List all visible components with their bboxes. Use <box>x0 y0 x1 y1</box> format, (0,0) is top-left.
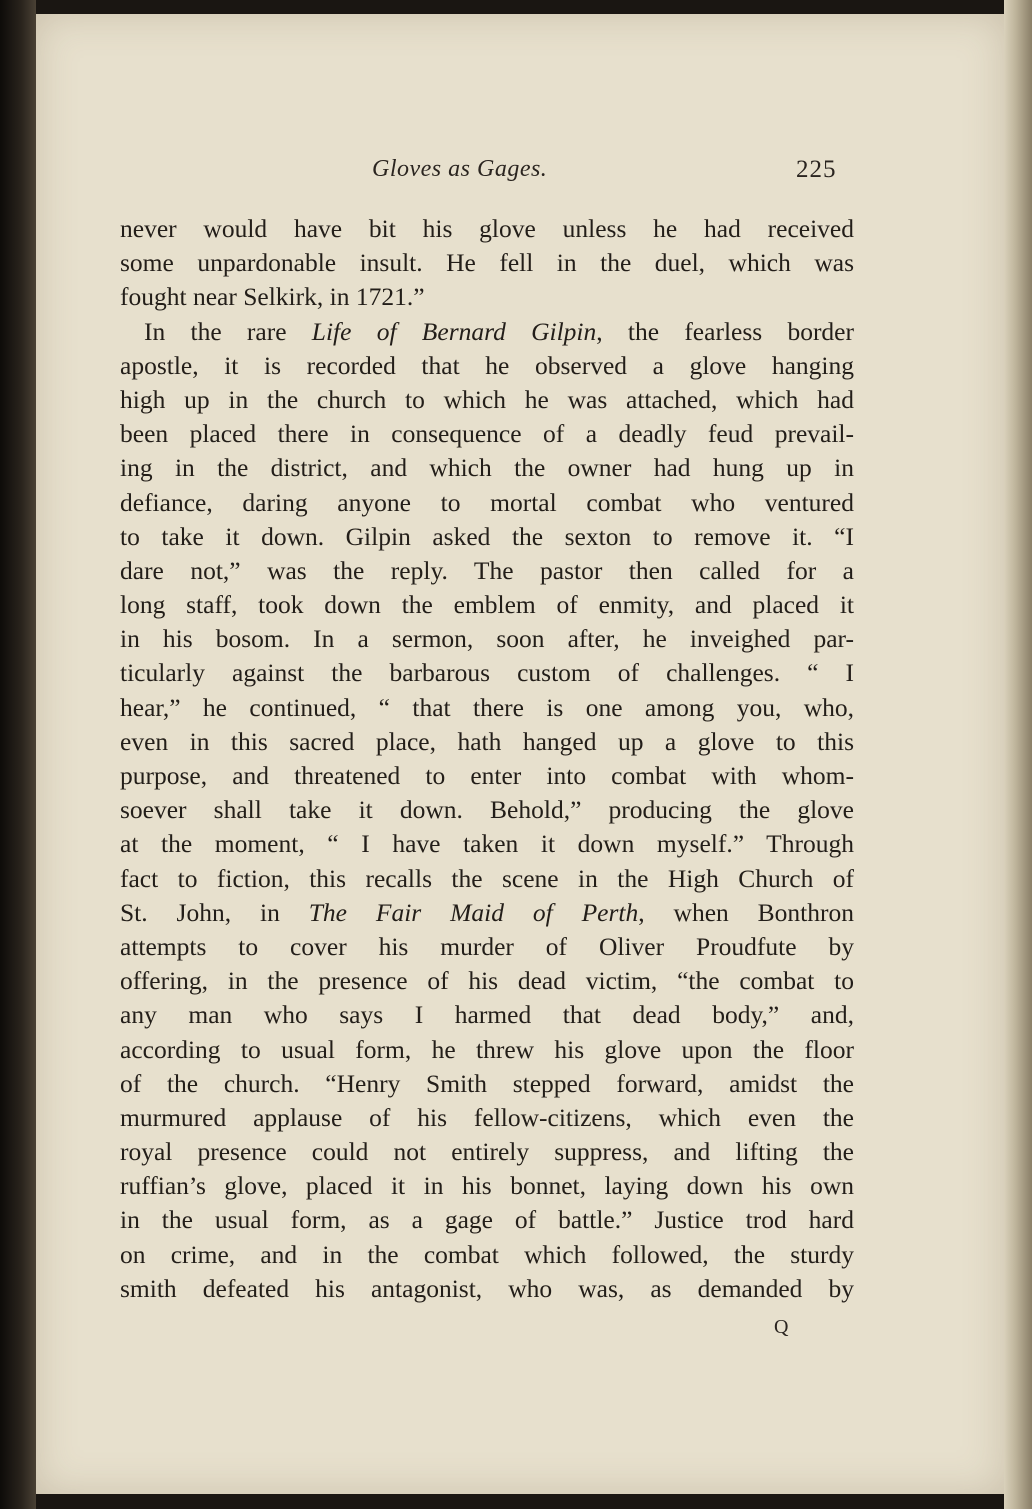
text-line: any man who says I harmed that dead body,” and, <box>120 1000 854 1030</box>
text-line: ticularly against the barbarous custom of challenges. “ I <box>120 658 854 688</box>
running-title: Gloves as Gages. <box>372 156 548 182</box>
text-line: smith defeated his antagonist, who was, as demanded by <box>120 1273 854 1303</box>
text-line: defiance, daring anyone to mortal combat who ventured <box>120 487 854 517</box>
book-page <box>36 14 1004 1494</box>
text-line: of the church. “Henry Smith stepped forward, amidst the <box>120 1068 854 1098</box>
text-line: murmured applause of his fellow-citizens, which even the <box>120 1102 854 1132</box>
text-line: attempts to cover his murder of Oliver Proudfute by <box>120 931 854 961</box>
running-header <box>36 154 1004 198</box>
text-line: ruffian’s glove, placed it in his bonnet, laying down his own <box>120 1171 854 1201</box>
text-line: high up in the church to which he was attached, which had <box>120 384 854 414</box>
text-line: in the usual form, as a gage of battle.” Justice trod hard <box>120 1205 854 1235</box>
text-line: purpose, and threatened to enter into combat with whom- <box>120 761 854 790</box>
text-line: long staff, took down the emblem of enmity, and placed it <box>120 590 854 620</box>
text-line: at the moment, “ I have taken it down myself.” Through <box>120 829 854 859</box>
body-text <box>120 212 854 1306</box>
book-spine-shadow <box>0 0 36 1509</box>
text-line: apostle, it is recorded that he observed a glove hanging <box>120 350 854 380</box>
text-line: fact to fiction, this recalls the scene in the High Church of <box>120 863 854 893</box>
text-line: on crime, and in the combat which followed, the sturdy <box>120 1239 854 1269</box>
text-line: fought near Selkirk, in 1721.” <box>120 282 425 312</box>
text-line: offering, in the presence of his dead victim, “the combat to <box>120 966 854 996</box>
text-line: royal presence could not entirely suppress, and lifting the <box>120 1137 854 1167</box>
page-edge-shadow <box>1004 0 1032 1509</box>
text-line: to take it down. Gilpin asked the sexton to remove it. “I <box>120 521 854 551</box>
book-title-italic: The Fair Maid of Perth <box>308 897 639 927</box>
text-line: dare not,” was the reply. The pastor then called for a <box>120 555 854 585</box>
text-line: ing in the district, and which the owner had hung up in <box>120 453 854 483</box>
text-line-with-italic: St. John, in The Fair Maid of Perth, when Bonthron <box>120 897 854 927</box>
page-number: 225 <box>796 156 837 183</box>
text-line: in his bosom. In a sermon, soon after, he inveighed par- <box>120 624 854 654</box>
text-line: been placed there in consequence of a deadly feud prevail- <box>120 419 854 449</box>
text-line-with-italic: In the rare Life of Bernard Gilpin, the fearless border <box>144 316 854 346</box>
text-line: according to usual form, he threw his glove upon the floor <box>120 1034 854 1064</box>
signature-mark: Q <box>774 1316 789 1338</box>
text-line: even in this sacred place, hath hanged up a glove to this <box>120 726 854 756</box>
text-line: soever shall take it down. Behold,” producing the glove <box>120 795 854 825</box>
text-line: hear,” he continued, “ that there is one among you, who, <box>120 692 854 722</box>
text-line: some unpardonable insult. He fell in the duel, which was <box>120 248 854 278</box>
text-line: never would have bit his glove unless he had received <box>120 214 854 243</box>
book-title-italic: Life of Bernard Gilpin <box>311 316 597 346</box>
